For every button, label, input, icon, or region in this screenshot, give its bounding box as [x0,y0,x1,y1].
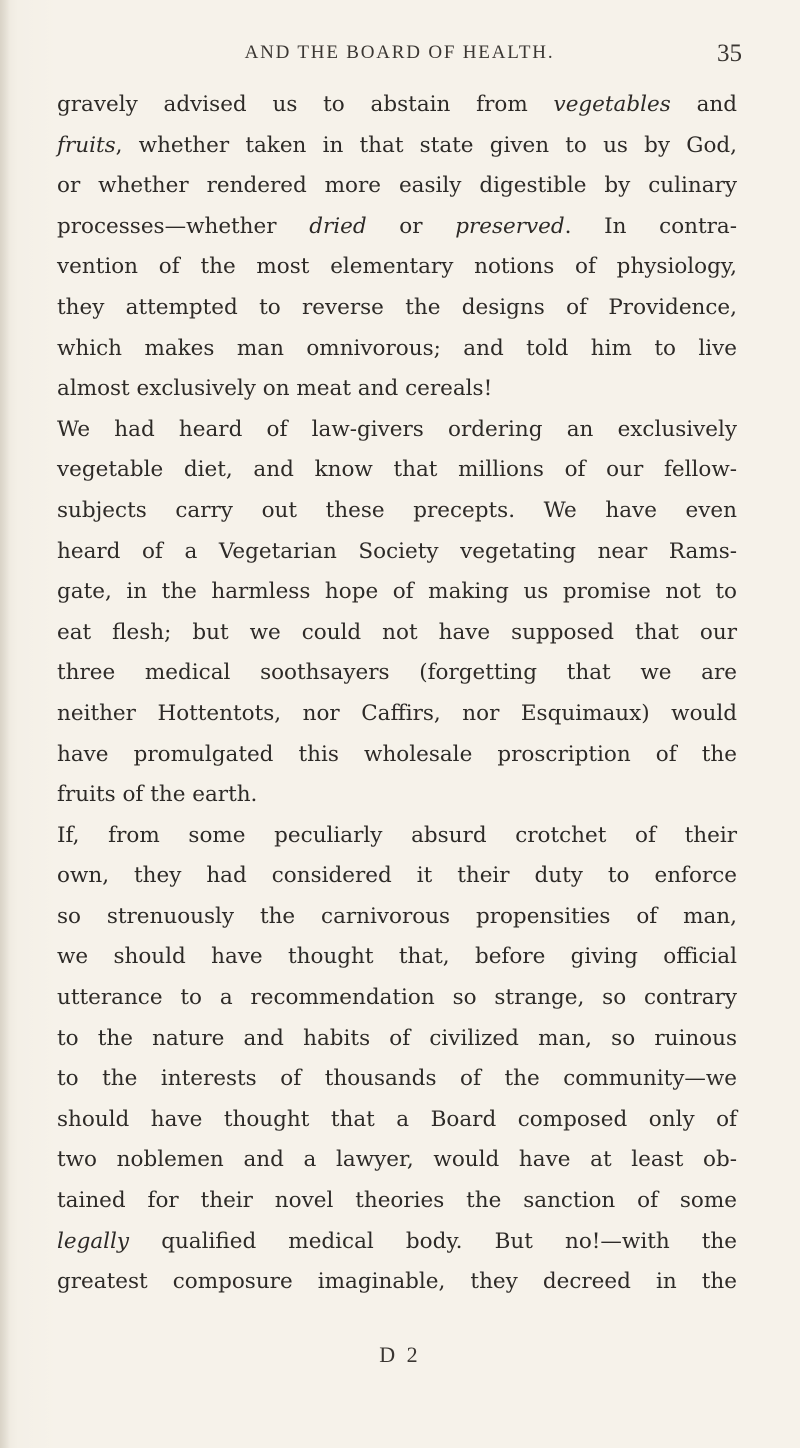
text-line [57,247,737,288]
text-run: . In contra- [564,213,737,239]
text-line [57,329,737,370]
paragraph [57,85,737,410]
text-run: and [670,92,737,117]
text-line [57,653,737,694]
text-run: two noblemen and a lawyer, would have at least ob- [57,1147,737,1173]
text-run: they attempted to reverse the designs of Providence, [57,294,737,320]
text-line [57,126,737,167]
text-line [57,166,737,207]
text-run: qualified medical body. But no!—with the [129,1228,737,1254]
running-title: AND THE BOARD OF HEALTH. [244,42,555,63]
running-head [57,42,742,76]
text-line [57,856,737,897]
text-run: to the interests of thousands of the community—we [57,1066,737,1092]
text-run: which makes man omnivorous; and told him to live [57,335,737,361]
gutter-shadow [0,0,10,1448]
text-run: tained for their novel theories the sanction of some [57,1188,737,1214]
text-line [57,410,737,451]
text-line [57,897,737,938]
text-run: or [366,213,456,239]
text-run: to the nature and habits of civilized man, so ruinous [57,1025,737,1051]
signature-mark: D 2 [379,1342,421,1367]
text-run: , whether taken in that state given to us by God, [115,132,737,158]
text-line [57,694,737,735]
text-line [57,1019,737,1060]
text-run: gravely advised us to abstain from [57,92,554,117]
text-run: We had heard of law-givers ordering an exclusively [57,416,737,442]
text-line [57,775,737,816]
text-line [57,1181,737,1222]
text-run: processes—whether [57,213,310,239]
text-line [57,369,737,410]
text-run: subjects carry out these precepts. We have even [57,497,737,523]
text-run: If, from some peculiarly absurd crotchet of their [57,822,737,848]
text-line [57,613,737,654]
text-run: or whether rendered more easily digestible by culinary [57,173,737,199]
text-line [57,816,737,857]
text-line [57,735,737,776]
body-text [57,85,737,1303]
text-run: greatest composure imaginable, they decreed in the [57,1269,737,1295]
italic-text: legally [57,1228,130,1254]
text-line [57,207,737,248]
text-line [57,532,737,573]
text-line [57,288,737,329]
text-line [57,572,737,613]
text-line [57,978,737,1019]
text-run: should have thought that a Board composed only of [57,1106,737,1132]
text-run: gate, in the harmless hope of making us promise not to [57,579,737,605]
text-run: heard of a Vegetarian Society vegetating near Rams- [57,538,737,564]
paragraph [57,410,737,816]
text-line [57,1140,737,1181]
text-line [57,1100,737,1141]
text-line [57,937,737,978]
text-run: we should have thought that, before giving official [57,944,737,970]
text-run: have promulgated this wholesale proscription of the [57,741,737,767]
text-line [57,1262,737,1303]
text-line [57,450,737,491]
text-line [57,1222,737,1263]
text-run: vention of the most elementary notions of physiology, [57,254,737,280]
italic-text: vegetables [553,92,671,117]
text-line [57,85,737,126]
text-run: utterance to a recommendation so strange, so contrary [57,985,737,1011]
text-run: almost exclusively on meat and cereals! [57,376,493,402]
text-run: vegetable diet, and know that millions of our fellow- [57,457,737,483]
text-run: own, they had considered it their duty to enforce [57,863,737,889]
italic-text: dried [309,213,367,239]
text-run: eat flesh; but we could not have supposed that our [57,619,737,645]
text-run: three medical soothsayers (forgetting that we are [57,660,737,686]
page-number: 35 [717,40,742,67]
text-line [57,1059,737,1100]
text-line [57,491,737,532]
text-run: fruits of the earth. [57,782,258,808]
text-run: neither Hottentots, nor Caffirs, nor Esquimaux) would [57,700,737,726]
text-run: so strenuously the carnivorous propensities of man, [57,903,737,929]
italic-text: fruits [57,132,116,158]
italic-text: preserved [455,213,565,239]
paragraph [57,816,737,1303]
